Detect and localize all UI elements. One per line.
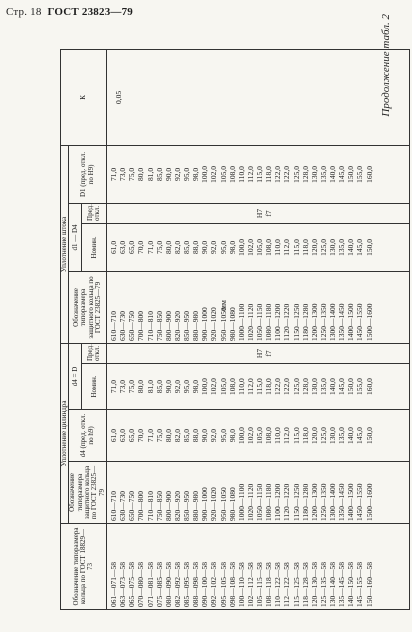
table-cell: 130,0 — [309, 166, 319, 183]
table-cell: 108—118—58 — [264, 562, 274, 607]
table-cell: 71,0 — [145, 428, 155, 443]
table-cell: 800—900 — [163, 491, 173, 521]
tolerance-line: f7 — [264, 350, 274, 357]
table-cell: 140—150—58 — [346, 562, 356, 607]
table-cell: 630—730 — [118, 310, 128, 341]
table-cell: 1100—1200 — [273, 483, 283, 521]
table-cell: 122,0 — [273, 378, 283, 395]
table-cell: 140,0 — [346, 427, 356, 444]
table-cell: 1120—1220 — [282, 483, 292, 521]
table-cell: 1250—1350 — [318, 483, 328, 521]
table-cell: 155,0 — [355, 166, 365, 183]
header-row-1 — [61, 49, 69, 609]
table-cell: 95,0 — [182, 379, 192, 394]
table-cell: 610—710 — [109, 310, 119, 341]
table-cell: 1000—1100 — [236, 303, 246, 341]
body-row — [107, 49, 410, 609]
table-cell: 1400—1500 — [346, 303, 356, 341]
table-cell: 118,0 — [264, 378, 274, 395]
table-cell: 110,0 — [236, 378, 246, 395]
table-cell: 980—1080 — [227, 487, 237, 521]
table-cell: 850—950 — [182, 491, 192, 521]
table-cell: 90,0 — [163, 379, 173, 394]
table-cell: 098—108—58 — [227, 562, 237, 607]
table-cell: 80,0 — [163, 428, 173, 443]
table-cell: 630—730 — [118, 491, 128, 521]
table-cell: 92,0 — [172, 167, 182, 182]
table-cell: 140,0 — [328, 166, 338, 183]
table-cell: 980—1080 — [227, 307, 237, 341]
table-cell: 61,0 — [109, 428, 119, 443]
table-cell: 70,0 — [136, 240, 146, 255]
table-cell: 061—071—58 — [109, 562, 119, 607]
table-cell: 1200—1300 — [309, 483, 319, 521]
table-cell: 128,0 — [300, 166, 310, 183]
table-cell: 100,0 — [236, 239, 246, 256]
table-cell: 1100—1200 — [273, 303, 283, 341]
table-cell: 75,0 — [127, 167, 137, 182]
table-cell: 1400—1500 — [346, 483, 356, 521]
table-cell: 108,0 — [227, 378, 237, 395]
table-cell: 81,0 — [145, 167, 155, 182]
table-cell: 95,0 — [218, 240, 228, 255]
col-d1: D1 (пред. откл. по H9) — [69, 145, 107, 203]
table-cell: 112—122—58 — [282, 562, 292, 607]
table-cell: 150—160—58 — [364, 562, 374, 607]
table-cell: 135,0 — [337, 427, 347, 444]
rod-tolerance-value — [107, 203, 410, 223]
designation-values — [107, 524, 410, 610]
table-cell: 85,0 — [182, 428, 192, 443]
table-cell: 90,0 — [200, 428, 210, 443]
table-cell: 610—710 — [109, 491, 119, 521]
table-cell: 130,0 — [309, 378, 319, 395]
col-cyl-ring: Обозначение типоразмера защитного кольца по ГОСТ 23825—79 — [69, 462, 107, 524]
table-cell: 095—105—58 — [218, 562, 228, 607]
table-cell: 155,0 — [355, 378, 365, 395]
table-cell: 75,0 — [154, 428, 164, 443]
table-cell: 112,0 — [245, 166, 255, 183]
table-cell: 900—1000 — [200, 307, 210, 341]
table-cell: 75,0 — [154, 240, 164, 255]
table-cell: 920—1020 — [209, 307, 219, 341]
table-cell: 1180—1280 — [300, 303, 310, 341]
table-cell: 82,0 — [172, 240, 182, 255]
table-cell: 80,0 — [136, 167, 146, 182]
table-cell: 1450—1550 — [355, 483, 365, 521]
table-cell: 88,0 — [191, 428, 201, 443]
table-cell: 1150—1250 — [291, 303, 301, 341]
d1-values — [107, 145, 410, 203]
table-cell: 950—1050 — [218, 487, 228, 521]
table-cell: 92,0 — [209, 428, 219, 443]
unit-label: мм — [219, 300, 228, 311]
rod-nominal-values — [107, 223, 410, 271]
rod-ring-values — [107, 271, 410, 343]
table-cell: 120—130—58 — [309, 562, 319, 607]
table-cell: 75,0 — [127, 379, 137, 394]
standard-code: ГОСТ 23823—79 — [47, 6, 133, 18]
table-cell: 98,0 — [191, 379, 201, 394]
tolerance-spacer — [109, 346, 255, 361]
col-cyl-tolerance: Пред. откл. — [82, 343, 107, 363]
table-cell: 085—095—58 — [182, 562, 192, 607]
table-cell: 115,0 — [255, 166, 265, 183]
page-header — [6, 6, 133, 18]
table-cell: 82,0 — [172, 428, 182, 443]
table-cell: 100,0 — [236, 427, 246, 444]
page-number: Стр. 18 — [6, 6, 42, 18]
table-cell: 122,0 — [282, 378, 292, 395]
table-cell: 112,0 — [282, 239, 292, 256]
table-cell: 105—115—58 — [255, 562, 265, 607]
table-cell: 145,0 — [337, 166, 347, 183]
table-cell: 880—980 — [191, 310, 201, 341]
table-cell: 063—073—58 — [118, 562, 128, 607]
table-cell: 820—920 — [172, 491, 182, 521]
table-cell: 900—1000 — [200, 487, 210, 521]
table-cell: 80,0 — [163, 240, 173, 255]
rotated-table-wrapper — [60, 50, 396, 610]
table-cell: 135,0 — [318, 378, 328, 395]
table-cell: 95,0 — [218, 428, 228, 443]
table-cell: 88,0 — [191, 240, 201, 255]
col-d4-eq-d: d4 = D — [69, 343, 82, 409]
table-cell: 710—810 — [145, 310, 155, 341]
table-cell: 950—1050 — [218, 307, 228, 341]
table-cell: 088—098—58 — [191, 562, 201, 607]
table-cell: 81,0 — [145, 379, 155, 394]
table-cell: 920—1020 — [209, 487, 219, 521]
table-cell: 65,0 — [127, 240, 137, 255]
table-cell: 1200—1300 — [309, 303, 319, 341]
table-cell: 100,0 — [200, 166, 210, 183]
table-cell: 1020—1120 — [245, 303, 255, 341]
k-value: 0,05 — [114, 90, 124, 105]
table-cell: 118,0 — [300, 427, 310, 444]
table-cell: 080—090—58 — [163, 562, 173, 607]
table-cell: 102,0 — [245, 427, 255, 444]
table-cell: 115—125—58 — [291, 562, 301, 607]
table-cell: 082—092—58 — [172, 562, 182, 607]
table-cell: 145,0 — [355, 239, 365, 256]
table-cell: 070—080—58 — [136, 562, 146, 607]
table-cell: 98,0 — [227, 428, 237, 443]
group-cylinder: Уплотнение цилиндра — [61, 343, 69, 523]
table-cell: 750—850 — [154, 310, 164, 341]
table-cell: 90,0 — [200, 240, 210, 255]
table-cell: 100—110—58 — [236, 562, 246, 607]
table-cell: 135—145—58 — [337, 562, 347, 607]
table-cell: 1050—1150 — [255, 303, 265, 341]
table-cell: 110,0 — [273, 427, 283, 444]
table-cell: 1500—1600 — [364, 303, 374, 341]
table-cell: 128,0 — [300, 378, 310, 395]
table-cell: 750—850 — [154, 491, 164, 521]
table-cell: 105,0 — [255, 427, 265, 444]
table-cell: 1300—1400 — [328, 483, 338, 521]
table-cell: 800—900 — [163, 310, 173, 341]
table-cell: 160,0 — [364, 166, 374, 183]
table-cell: 118—128—58 — [300, 562, 310, 607]
table-cell: 150,0 — [346, 166, 356, 183]
table-cell: 85,0 — [182, 240, 192, 255]
table-cell: 125,0 — [291, 166, 301, 183]
table-cell: 880—980 — [191, 491, 201, 521]
table-cell: 115,0 — [291, 239, 301, 256]
table-cell: 1120—1220 — [282, 303, 292, 341]
table-cell: 1250—1350 — [318, 303, 328, 341]
table-cell: 71,0 — [109, 167, 119, 182]
table-cell: 71,0 — [109, 379, 119, 394]
table-cell: 120,0 — [309, 239, 319, 256]
table-cell: 61,0 — [109, 240, 119, 255]
table-cell: 105,0 — [218, 166, 228, 183]
table-cell: 105,0 — [255, 239, 265, 256]
tolerance-line: H7 — [254, 208, 264, 219]
d4-values — [107, 410, 410, 462]
table-cell: 1150—1250 — [291, 483, 301, 521]
tolerance-line: f7 — [264, 210, 274, 217]
table-cell: 145—155—58 — [355, 562, 365, 607]
table-cell: 1180—1280 — [300, 483, 310, 521]
table-cell: 73,0 — [118, 167, 128, 182]
table-cell: 118,0 — [264, 166, 274, 183]
table-cell: 1500—1600 — [364, 483, 374, 521]
table-cell: 125,0 — [318, 427, 328, 444]
table-cell: 145,0 — [337, 378, 347, 395]
table-cell: 125—135—58 — [318, 562, 328, 607]
table-cell: 98,0 — [191, 167, 201, 182]
table-cell: 135,0 — [337, 239, 347, 256]
cyl-nominal-values — [107, 364, 410, 410]
table-cell: 710—810 — [145, 491, 155, 521]
table-cell: 160,0 — [364, 378, 374, 395]
table-cell: 65,0 — [127, 428, 137, 443]
tolerance-spacer — [109, 206, 255, 221]
table-cell: 102,0 — [209, 378, 219, 395]
table-cell: 73,0 — [118, 379, 128, 394]
table-cell: 820—920 — [172, 310, 182, 341]
table-cell: 150,0 — [364, 427, 374, 444]
group-rod: Уплотнение штока — [61, 145, 69, 343]
table-cell: 071—081—58 — [145, 562, 155, 607]
table-cell: 85,0 — [154, 167, 164, 182]
table-cell: 090—100—58 — [200, 562, 210, 607]
table-cell: 140,0 — [346, 239, 356, 256]
table-cell: 118,0 — [300, 239, 310, 256]
col-d1-minus-d4: d1 — D4 — [69, 203, 82, 271]
table-cell: 100,0 — [200, 378, 210, 395]
table-cell: 115,0 — [255, 378, 265, 395]
table-cell: 90,0 — [163, 167, 173, 182]
table-cell: 125,0 — [318, 239, 328, 256]
table-cell: 125,0 — [291, 378, 301, 395]
table-cell: 63,0 — [118, 428, 128, 443]
table-cell: 130,0 — [328, 427, 338, 444]
table-cell: 112,0 — [282, 427, 292, 444]
col-designation: Обозначение типоразмера кольца по ГОСТ 18829—73 — [61, 524, 107, 610]
table-cell: 150,0 — [364, 239, 374, 256]
table-cell: 1080—1180 — [264, 483, 274, 521]
table-cell: 122,0 — [282, 166, 292, 183]
table-cell: 110,0 — [236, 166, 246, 183]
table-cell: 63,0 — [118, 240, 128, 255]
table-cell: 92,0 — [172, 379, 182, 394]
table-cell: 95,0 — [182, 167, 192, 182]
table-cell: 1300—1400 — [328, 303, 338, 341]
table-cell: 120,0 — [309, 427, 319, 444]
table-cell: 700—800 — [136, 310, 146, 341]
table-cell: 110,0 — [273, 239, 283, 256]
table-cell: 065—075—58 — [127, 562, 137, 607]
table-cell: 092—102—58 — [209, 562, 219, 607]
col-rod-nominal: Номин. — [82, 223, 107, 271]
table-cell: 140,0 — [328, 378, 338, 395]
col-rod-ring: Обозначение типоразмера защитного кольца по ГОСТ 23825—79 — [69, 271, 107, 343]
table-cell: 1020—1120 — [245, 483, 255, 521]
table-cell: 92,0 — [209, 240, 219, 255]
table-cell: 1080—1180 — [264, 303, 274, 341]
col-cyl-nominal: Номин. — [82, 364, 107, 410]
table-cell: 150,0 — [346, 378, 356, 395]
table-cell: 130—140—58 — [328, 562, 338, 607]
table-cell: 650—750 — [127, 491, 137, 521]
table-cell: 102—112—58 — [245, 562, 255, 607]
table-cell: 71,0 — [145, 240, 155, 255]
continuation-note: Продолжение табл. 2 — [380, 14, 392, 117]
table-cell: 70,0 — [136, 428, 146, 443]
table-cell: 700—800 — [136, 491, 146, 521]
col-k: К — [61, 49, 107, 145]
cyl-ring-values — [107, 462, 410, 524]
tolerance-line: H7 — [254, 348, 264, 359]
table-cell: 85,0 — [154, 379, 164, 394]
table-cell: 650—750 — [127, 310, 137, 341]
table-cell: 102,0 — [209, 166, 219, 183]
table-cell: 1350—1450 — [337, 483, 347, 521]
table-cell: 98,0 — [227, 240, 237, 255]
table-cell: 80,0 — [136, 379, 146, 394]
col-d4: d4 (пред. откл. по h9) — [69, 410, 107, 462]
table-cell: 110—122—58 — [273, 562, 283, 607]
table-cell: 1350—1450 — [337, 303, 347, 341]
table-cell: 112,0 — [245, 378, 255, 395]
table-cell: 102,0 — [245, 239, 255, 256]
cyl-tolerance-value — [107, 343, 410, 363]
col-rod-tolerance: Пред. откл. — [82, 203, 107, 223]
table-cell: 850—950 — [182, 310, 192, 341]
table-cell: 145,0 — [355, 427, 365, 444]
table-cell: 1000—1100 — [236, 483, 246, 521]
table-cell: 1050—1150 — [255, 483, 265, 521]
table-cell: 130,0 — [328, 239, 338, 256]
table-cell: 115,0 — [291, 427, 301, 444]
table-cell: 075—085—58 — [154, 562, 164, 607]
table-cell: 135,0 — [318, 166, 328, 183]
table-cell: 108,0 — [227, 166, 237, 183]
dimensions-table — [60, 49, 410, 610]
table-cell: 1450—1550 — [355, 303, 365, 341]
table-cell: 108,0 — [264, 427, 274, 444]
k-value-cell — [107, 49, 410, 145]
table-cell: 122,0 — [273, 166, 283, 183]
table-cell: 105,0 — [218, 378, 228, 395]
table-cell: 108,0 — [264, 239, 274, 256]
